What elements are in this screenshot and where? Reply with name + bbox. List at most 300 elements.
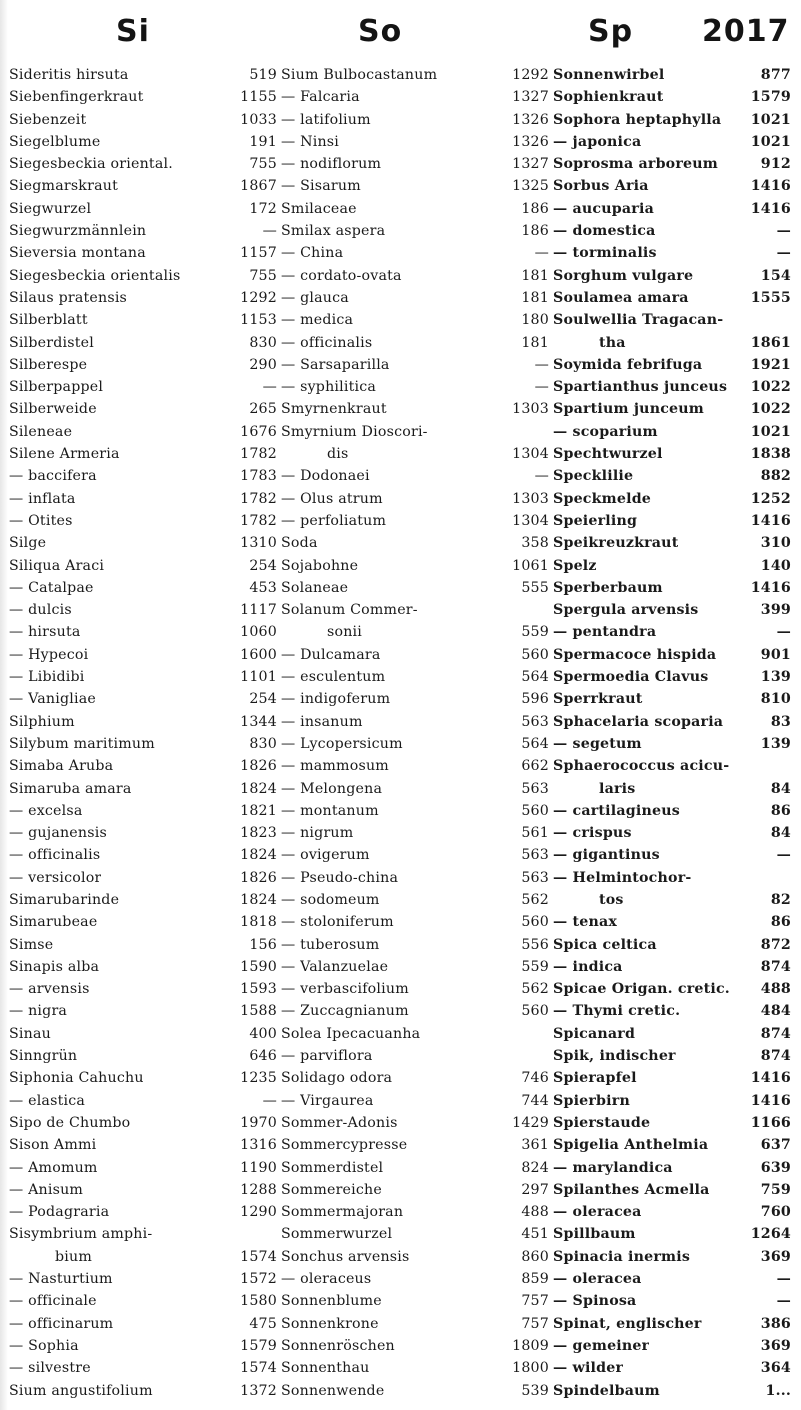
index-entry [281,555,549,577]
entry-term: Simaba Aruba [9,758,114,775]
entry-term: Silaus pratensis [9,289,128,306]
entry-term: — scoparium [553,423,658,440]
entry-term: Spinacia inermis [553,1248,691,1265]
index-entry [9,1246,277,1268]
entry-term: Siegmarskraut [9,178,118,195]
entry-term: Spinat, englischer [553,1315,702,1332]
entry-page-number: 139 [760,735,791,752]
index-entry [553,510,791,532]
entry-term: — officinarum [9,1315,114,1332]
entry-term: — Olus atrum [281,490,383,507]
entry-term: Solidago odora [281,1070,393,1087]
entry-term: Sophienkraut [553,89,664,106]
entry-term: Silphium [9,713,75,730]
entry-term: Simaruba amara [9,780,132,797]
index-entry [9,688,277,710]
entry-term: — Libidibi [9,669,85,686]
index-entry [281,666,549,688]
entry-page-number: — [776,847,791,864]
entry-page-number: 265 [249,401,277,418]
entry-page-number: 560 [521,802,549,819]
index-entry [9,1201,277,1223]
entry-term: Spartium junceum [553,401,704,418]
entry-page-number: 564 [521,669,549,686]
index-entry [281,332,549,354]
entry-term: — glauca [281,289,349,306]
index-entry [553,644,791,666]
entry-term: — excelsa [9,802,83,819]
entry-page-number: 1327 [512,89,549,106]
entry-term: — domestica [553,223,656,240]
entry-page-number: 254 [249,557,277,574]
index-entry [9,376,277,398]
entry-page-number: 1021 [750,423,791,440]
index-entry [553,978,791,1000]
index-entry [553,911,791,933]
entry-term: — syphilitica [281,379,377,396]
entry-page-number: 1344 [240,713,277,730]
entry-page-number: 757 [521,1315,549,1332]
index-entry [553,1290,791,1312]
entry-page-number: 1821 [240,802,277,819]
entry-page-number: 560 [521,914,549,931]
index-entry [553,1380,791,1402]
entry-page-number: 1818 [240,914,277,931]
index-entry [9,644,277,666]
entry-term: Sorbus Aria [553,178,649,195]
index-entry [281,1134,549,1156]
entry-term: — gujanensis [9,825,107,842]
index-entry [281,755,549,777]
index-entry [553,778,791,800]
entry-term: Sphacelaria scoparia [553,713,724,730]
entry-page-number: 877 [760,67,791,83]
entry-term: Sommereiche [281,1181,382,1198]
index-entry [553,309,791,331]
entry-term: — baccifera [9,468,97,485]
index-entry [9,510,277,532]
entry-term: — insanum [281,713,363,730]
entry-term: — silvestre [9,1360,91,1377]
entry-term: — Catalpae [9,579,94,596]
entry-page-number: 1303 [512,401,549,418]
entry-term: Siegelblume [9,133,101,150]
entry-term: Spermoedia Clavus [553,669,709,686]
entry-page-number: 1060 [240,624,277,641]
entry-term: — China [281,245,344,262]
entry-page-number: 1235 [240,1070,277,1087]
entry-term: — officinale [9,1293,97,1310]
index-entry [9,1290,277,1312]
index-entry [281,532,549,554]
entry-term: sonii [327,624,363,641]
entry-page-number: 1304 [512,512,549,529]
entry-page-number: 1292 [240,289,277,306]
entry-page-number: 1288 [240,1181,277,1198]
entry-term: Spik, indischer [553,1048,676,1065]
entry-term: Siebenfingerkraut [9,89,144,106]
entry-term: — cartilagineus [553,802,680,819]
entry-page-number: 1579 [240,1337,277,1354]
index-entry [281,1246,549,1268]
entry-page-number: 755 [249,267,277,284]
entry-page-number: 364 [760,1360,791,1377]
entry-term: dis [327,446,349,463]
entry-term: Sonnenblume [281,1293,382,1310]
entry-page-number: 559 [521,958,549,975]
entry-term: — Amomum [9,1159,98,1176]
binding-shadow [0,0,8,1410]
index-entry [553,666,791,688]
entry-term: Sium angustifolium [9,1382,153,1399]
entry-term: — wilder [553,1360,624,1377]
entry-page-number: 1326 [512,111,549,128]
entry-term: — Sisarum [281,178,361,195]
entry-term: — cordato-ovata [281,267,402,284]
entry-term: — inflata [9,490,76,507]
entry-page-number: 1325 [512,178,549,195]
index-entry [9,733,277,755]
entry-page-number: — [534,245,549,262]
index-entry [281,621,549,643]
entry-page-number: 744 [521,1092,549,1109]
index-entry [553,86,791,108]
index-entry [553,733,791,755]
entry-page-number: 310 [760,535,791,552]
index-entry [281,309,549,331]
entry-term: — Nasturtium [9,1271,113,1288]
index-entry [9,711,277,733]
entry-page-number: 399 [760,602,791,619]
entry-term: Soda [281,535,318,552]
index-entry [9,978,277,1000]
index-entry [9,889,277,911]
index-entry [281,1223,549,1245]
entry-page-number: 1970 [240,1114,277,1131]
entry-page-number: 563 [521,780,549,797]
entry-term: Solea Ipecacuanha [281,1025,421,1042]
index-entry [553,555,791,577]
entry-page-number: 1061 [512,557,549,574]
index-entry [553,1357,791,1379]
entry-page-number: — [534,468,549,485]
entry-term: — Falcaria [281,89,360,106]
entry-term: — nigrum [281,825,354,842]
entry-term: Siphonia Cahuchu [9,1070,144,1087]
entry-term: — mammosum [281,758,389,775]
entry-term: Sonnenwende [281,1382,385,1399]
entry-term: Soulamea amara [553,289,689,306]
index-entry [281,421,549,443]
index-entry [553,153,791,175]
entry-term: — Dulcamara [281,646,381,663]
index-entry [553,1000,791,1022]
entry-page-number: 757 [521,1293,549,1310]
entry-page-number: 874 [760,1025,791,1042]
index-entry [9,488,277,510]
index-entry [9,532,277,554]
index-entry [9,822,277,844]
index-entry [553,1223,791,1245]
index-entry [281,131,549,153]
entry-term: Spicanard [553,1025,636,1042]
entry-page-number: 1555 [750,289,791,306]
entry-page-number: 186 [521,200,549,217]
entry-term: — Anisum [9,1181,84,1198]
entry-page-number: 1826 [240,869,277,886]
index-entry [281,577,549,599]
entry-term: — Virgaurea [281,1092,374,1109]
index-entry [281,800,549,822]
entry-page-number: 1327 [512,156,549,173]
entry-term: — indica [553,958,623,975]
header-center-letters: So [358,14,403,49]
index-entry [553,1090,791,1112]
entry-page-number: 1574 [240,1360,277,1377]
index-entry [553,532,791,554]
entry-term: Siegwurzel [9,200,92,217]
entry-page-number: 1157 [240,245,277,262]
entry-page-number: 191 [249,133,277,150]
entry-term: Sonnenröschen [281,1337,395,1354]
entry-term: Sonnenkrone [281,1315,379,1332]
index-entry [9,332,277,354]
entry-term: Simse [9,936,54,953]
index-entry [553,220,791,242]
entry-page-number: 1022 [750,379,791,396]
index-entry [9,1023,277,1045]
index-entry [9,265,277,287]
entry-page-number: 1861 [750,334,791,351]
entry-page-number: 1826 [240,758,277,775]
index-entry [9,1223,277,1245]
index-entry [553,1313,791,1335]
index-entry [9,555,277,577]
entry-page-number: 1101 [240,669,277,686]
entry-page-number: 560 [521,646,549,663]
entry-term: — esculentum [281,669,386,686]
index-entry [9,131,277,153]
entry-term: — hirsuta [9,624,81,641]
index-entry [281,376,549,398]
entry-page-number: 1303 [512,490,549,507]
index-entry [9,621,277,643]
index-entry [553,1335,791,1357]
entry-page-number: 1574 [240,1248,277,1265]
index-entry [281,1313,549,1335]
entry-page-number: — [776,1271,791,1288]
index-entry [9,755,277,777]
entry-term: — dulcis [9,602,72,619]
index-entry [281,86,549,108]
index-entry [281,443,549,465]
entry-page-number: 539 [521,1382,549,1399]
entry-page-number: 1252 [750,490,791,507]
index-entry [281,822,549,844]
entry-page-number: 86 [770,914,791,931]
index-entry [9,1067,277,1089]
entry-term: Silge [9,535,47,552]
entry-page-number: 1416 [750,1092,791,1109]
entry-page-number: 83 [770,713,791,730]
index-entry [281,1335,549,1357]
index-entry [553,332,791,354]
index-entry [553,621,791,643]
index-entry [281,1157,549,1179]
entry-term: Sinngrün [9,1048,78,1065]
index-entry [281,510,549,532]
entry-term: — indigoferum [281,691,391,708]
index-entry [553,1134,791,1156]
index-entry [9,220,277,242]
entry-page-number: 830 [249,735,277,752]
entry-term: — oleraceus [281,1271,372,1288]
entry-term: Silybum maritimum [9,735,155,752]
entry-term: — Otites [9,512,73,529]
entry-page-number: 1572 [240,1271,277,1288]
entry-page-number: 901 [760,646,791,663]
index-entry [553,1268,791,1290]
entry-term: — arvensis [9,981,90,998]
index-entry [9,64,277,86]
entry-term: — Lycopersicum [281,735,403,752]
entry-page-number: 662 [521,758,549,775]
entry-term: — montanum [281,802,379,819]
entry-term: Sperberbaum [553,579,663,596]
entry-page-number: 1800 [512,1360,549,1377]
entry-page-number: 186 [521,223,549,240]
entry-page-number: 639 [760,1159,791,1176]
entry-page-number: 1782 [240,490,277,507]
entry-page-number: 1190 [240,1159,277,1176]
index-entry [281,287,549,309]
index-entry [553,577,791,599]
entry-term: Speikreuzkraut [553,535,679,552]
entry-term: — nodiflorum [281,156,382,173]
entry-term: Sommerdistel [281,1159,384,1176]
entry-page-number: 1416 [750,1070,791,1087]
entry-page-number: — [776,245,791,262]
index-entry [281,398,549,420]
entry-term: — torminalis [553,245,657,262]
index-entry [9,421,277,443]
entry-page-number: 1824 [240,847,277,864]
index-entry [9,465,277,487]
entry-page-number: 386 [760,1315,791,1332]
entry-page-number: 560 [521,1003,549,1020]
header-right-letters: Sp [588,14,634,49]
entry-term: Spica celtica [553,936,657,953]
entry-page-number: 860 [521,1248,549,1265]
entry-page-number: — [262,1092,277,1109]
index-entry [553,844,791,866]
entry-term: Sophora heptaphylla [553,111,722,128]
header-left-letters: Si [116,14,150,49]
index-entry [9,934,277,956]
entry-page-number: 400 [249,1025,277,1042]
entry-page-number: 358 [521,535,549,552]
index-entry [281,153,549,175]
entry-page-number: 1838 [750,446,791,463]
entry-term: — stoloniferum [281,914,394,931]
entry-term: — parviflora [281,1048,373,1065]
entry-term: Soymida febrifuga [553,356,703,373]
index-entry [9,577,277,599]
index-entry [553,1023,791,1045]
index-entry [9,1313,277,1335]
index-entry [281,1268,549,1290]
entry-term: Spindelbaum [553,1382,660,1399]
index-entry [281,978,549,1000]
index-entry [9,1179,277,1201]
entry-page-number: 488 [521,1204,549,1221]
index-entry [553,109,791,131]
entry-term: Silberespe [9,356,88,373]
index-entry [281,465,549,487]
index-entry [9,1380,277,1402]
entry-page-number: 874 [760,1048,791,1065]
entry-page-number: 563 [521,713,549,730]
index-entry [553,64,791,86]
entry-term: — medica [281,312,354,329]
entry-page-number: 872 [760,936,791,953]
index-entry [9,911,277,933]
index-entry [9,1268,277,1290]
entry-term: — Zuccagnianum [281,1003,409,1020]
entry-page-number: 746 [521,1070,549,1087]
entry-page-number: 1824 [240,891,277,908]
entry-term: Sinapis alba [9,958,100,975]
index-entry [553,376,791,398]
entry-term: Sison Ammi [9,1137,97,1154]
entry-page-number: — [534,379,549,396]
index-entry [553,242,791,264]
entry-page-number: 1809 [512,1337,549,1354]
index-entry [281,354,549,376]
index-entry [553,956,791,978]
index-entry [281,220,549,242]
entry-term: Sipo de Chumbo [9,1114,131,1131]
index-entry [9,242,277,264]
entry-term: Smilax aspera [281,223,386,240]
entry-term: Sieversia montana [9,245,146,262]
entry-term: Specklilie [553,468,634,485]
entry-term: — Helmintochor- [553,869,692,886]
running-header [0,14,801,54]
entry-term: — elastica [9,1092,86,1109]
entry-term: — Ninsi [281,133,340,150]
entry-page-number: 82 [770,891,791,908]
entry-page-number: 475 [249,1315,277,1332]
entry-term: Siegesbeckia orientalis [9,267,181,284]
entry-page-number: 1264 [750,1226,791,1243]
entry-term: — oleracea [553,1271,642,1288]
entry-term: Spilanthes Acmella [553,1181,710,1198]
index-entry [281,889,549,911]
entry-term: Silberweide [9,401,97,418]
index-entry [553,599,791,621]
entry-term: Sperrkraut [553,691,643,708]
index-entry [281,1090,549,1112]
index-entry [553,443,791,465]
entry-term: Smilaceae [281,200,357,217]
index-entry [9,354,277,376]
entry-page-number: 1416 [750,512,791,529]
entry-page-number: 140 [760,557,791,574]
entry-term: Spierbirn [553,1092,630,1109]
entry-page-number: 1588 [240,1003,277,1020]
entry-page-number: 1022 [750,401,791,418]
